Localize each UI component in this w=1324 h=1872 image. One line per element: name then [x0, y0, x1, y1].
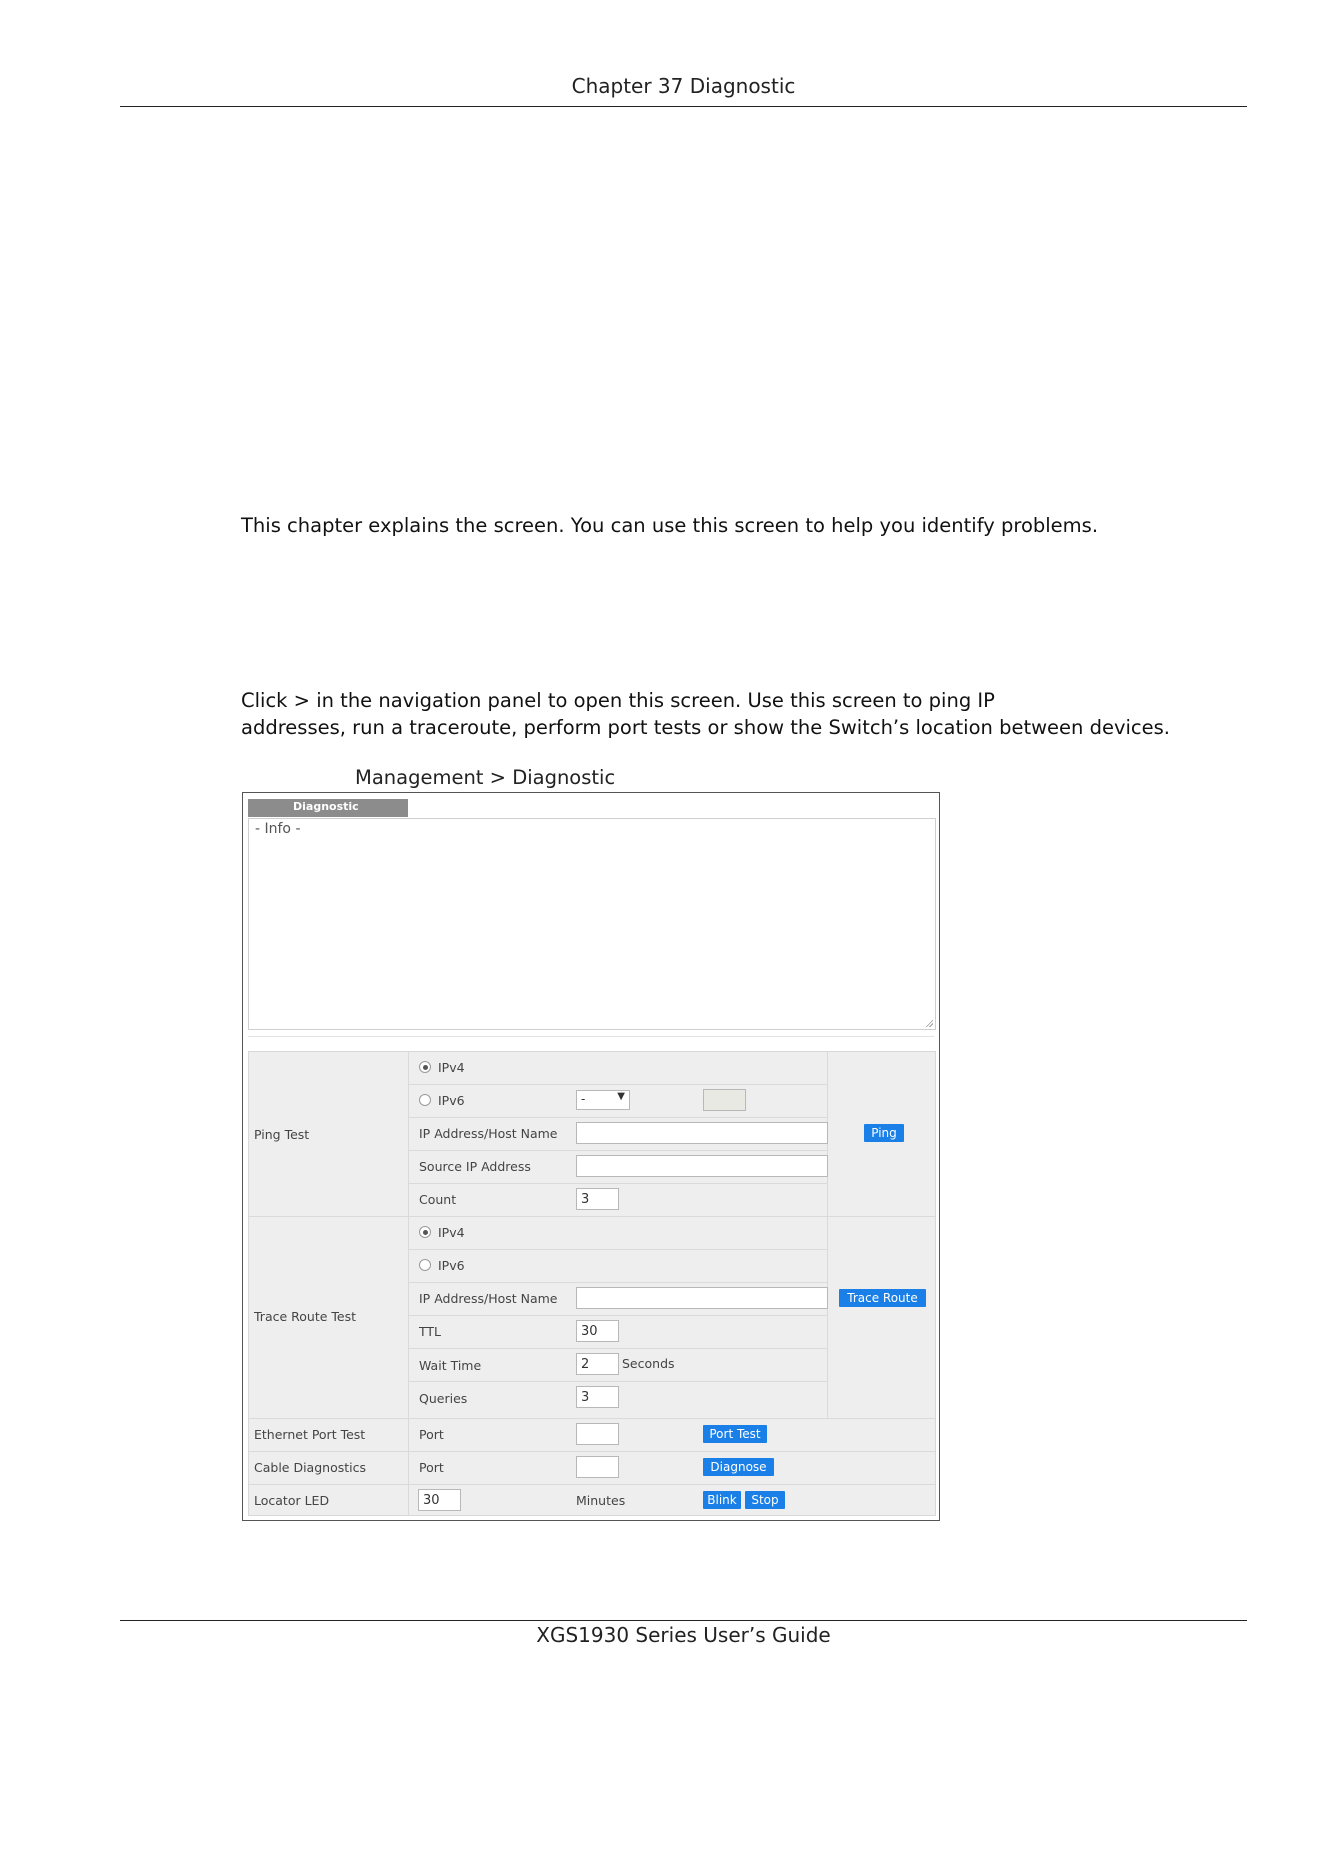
section-line: [249, 1451, 935, 1452]
row-line: [409, 1282, 827, 1283]
blink-button[interactable]: Blink: [703, 1491, 741, 1509]
trace-ip-host-label: IP Address/Host Name: [419, 1291, 558, 1306]
section-line: [249, 1216, 935, 1217]
row-line: [409, 1117, 827, 1118]
ping-ipv6-radio[interactable]: [419, 1094, 431, 1106]
ping-button[interactable]: Ping: [864, 1124, 904, 1142]
trace-queries-label: Queries: [419, 1391, 468, 1406]
ping-source-ip-input[interactable]: [576, 1155, 828, 1177]
ping-ipv6-interface-select[interactable]: [576, 1090, 630, 1110]
stop-button[interactable]: Stop: [745, 1491, 785, 1509]
trace-ipv6-label: IPv6: [438, 1258, 465, 1273]
resize-handle-icon[interactable]: [925, 1019, 933, 1027]
ping-ipv6-label: IPv6: [438, 1093, 465, 1108]
instructions-line-1: Click > in the navigation panel to open this screen. Use this screen to ping IP: [241, 689, 995, 712]
ping-ip-host-label: IP Address/Host Name: [419, 1126, 558, 1141]
locator-led-label: Locator LED: [254, 1493, 330, 1508]
trace-wait-time-input[interactable]: [576, 1353, 619, 1375]
row-line: [409, 1084, 827, 1085]
ping-source-ip-label: Source IP Address: [419, 1159, 531, 1174]
ping-ipv4-radio[interactable]: [419, 1061, 431, 1073]
trace-ipv4-label: IPv4: [438, 1225, 465, 1240]
trace-queries-input[interactable]: [576, 1386, 619, 1408]
intro-paragraph: This chapter explains the screen. You can use this screen to help you identify problems.: [241, 514, 1099, 537]
info-textarea[interactable]: [248, 818, 936, 1030]
ping-ipv4-label: IPv4: [438, 1060, 465, 1075]
section-line: [249, 1484, 935, 1485]
ethernet-port-label: Port: [419, 1427, 444, 1442]
dropdown-arrow-icon: ▼: [617, 1091, 625, 1102]
row-line: [409, 1348, 827, 1349]
trace-ipv4-radio[interactable]: [419, 1226, 431, 1238]
trace-ttl-input[interactable]: [576, 1320, 619, 1342]
figure-caption: Management > Diagnostic: [355, 766, 616, 789]
port-test-button[interactable]: Port Test: [703, 1425, 767, 1443]
trace-route-button[interactable]: Trace Route: [839, 1289, 926, 1307]
header-rule: [120, 106, 1247, 107]
trace-wait-time-label: Wait Time: [419, 1358, 482, 1373]
guide-title: XGS1930 Series User’s Guide: [536, 1623, 831, 1647]
ping-test-label: Ping Test: [254, 1127, 310, 1142]
ping-ip-host-input[interactable]: [576, 1122, 828, 1144]
row-line: [409, 1315, 827, 1316]
instructions-line-2: addresses, run a traceroute, perform port tests or show the Switch’s location between devices.: [241, 716, 1170, 739]
trace-wait-unit-label: Seconds: [622, 1356, 675, 1371]
footer-rule: [120, 1620, 1247, 1621]
row-line: [409, 1150, 827, 1151]
info-text: - Info -: [255, 821, 301, 837]
trace-ipv6-radio[interactable]: [419, 1259, 431, 1271]
tab-diagnostic-label: Diagnostic: [293, 800, 359, 813]
chapter-title: Chapter 37 Diagnostic: [571, 74, 796, 98]
row-line: [409, 1381, 827, 1382]
diagnostic-form: [248, 1051, 936, 1516]
row-line: [409, 1249, 827, 1250]
ping-count-label: Count: [419, 1192, 457, 1207]
ethernet-port-input[interactable]: [576, 1423, 619, 1445]
diagnostic-screen: [242, 792, 940, 1521]
section-line: [249, 1418, 935, 1419]
locator-minutes-input[interactable]: [418, 1489, 461, 1511]
trace-ip-host-input[interactable]: [576, 1287, 828, 1309]
section-divider: [248, 1036, 934, 1037]
column-divider-1: [408, 1052, 409, 1515]
cable-diagnostics-label: Cable Diagnostics: [254, 1460, 366, 1475]
column-divider-2: [827, 1052, 828, 1418]
locator-minutes-label: Minutes: [576, 1493, 626, 1508]
ping-count-input[interactable]: [576, 1188, 619, 1210]
ping-ipv6-select-value: -: [581, 1092, 586, 1106]
diagnose-button[interactable]: Diagnose: [703, 1458, 774, 1476]
row-line: [409, 1183, 827, 1184]
cable-port-label: Port: [419, 1460, 444, 1475]
tab-diagnostic[interactable]: [248, 799, 408, 817]
trace-route-test-label: Trace Route Test: [254, 1309, 357, 1324]
trace-ttl-label: TTL: [419, 1324, 442, 1339]
ping-ipv6-disabled-field: [703, 1089, 746, 1111]
cable-port-input[interactable]: [576, 1456, 619, 1478]
ethernet-port-test-label: Ethernet Port Test: [254, 1427, 366, 1442]
